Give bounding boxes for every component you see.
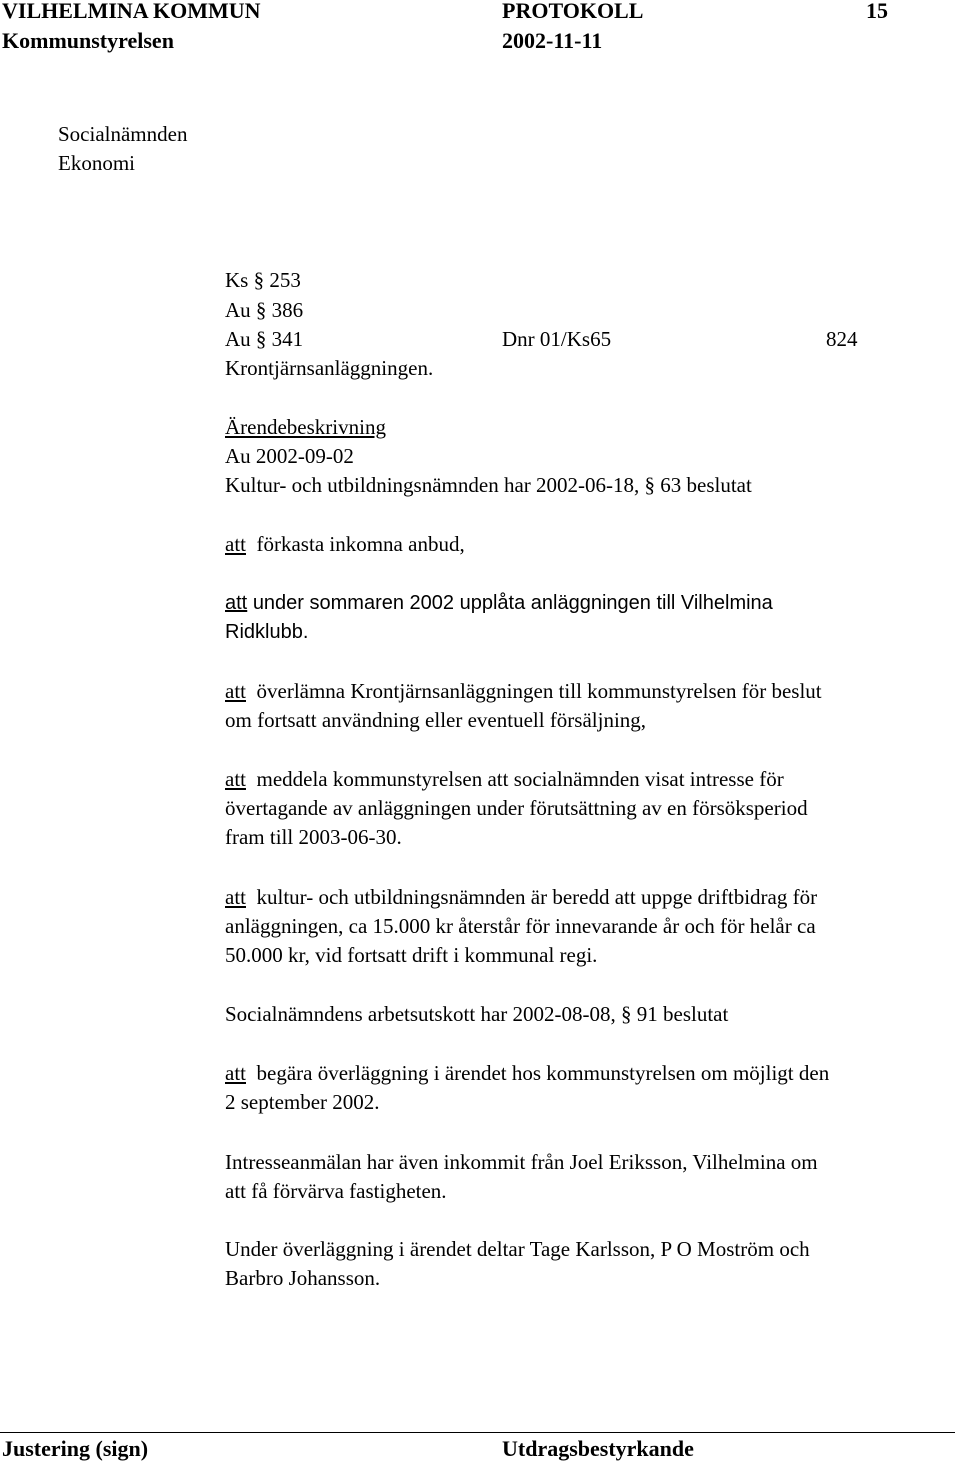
ref-au-2: Au § 341	[225, 327, 304, 351]
interest-paragraph: Intresseanmälan har även inkommit från Joel Eriksson, Vilhelmina om att få förvärva fastigheten.	[225, 1150, 818, 1203]
att-label: att	[225, 885, 246, 909]
decision-text: meddela kommunstyrelsen att socialnämnden visat intresse för	[256, 767, 784, 791]
body-name: Kommunstyrelsen	[2, 28, 174, 53]
decision-item	[225, 765, 960, 852]
signature-divider	[0, 1432, 955, 1433]
social-intro: Socialnämndens arbetsutskott har 2002-08-08, § 91 beslutat	[225, 1002, 729, 1026]
decision-text: om fortsatt användning eller eventuell försäljning,	[225, 708, 647, 732]
att-label: att	[225, 592, 248, 614]
att-label: att	[225, 1061, 246, 1085]
case-intro: Kultur- och utbildningsnämnden har 2002-06-18, § 63 beslutat	[225, 473, 752, 497]
ref-ks: Ks § 253	[225, 268, 301, 292]
recipient: Ekonomi	[58, 151, 135, 175]
social-decision	[225, 1059, 960, 1117]
recipient: Socialnämnden	[58, 122, 188, 146]
decision-item	[225, 589, 960, 647]
att-label: att	[225, 767, 246, 791]
municipality-name: VILHELMINA KOMMUN	[2, 0, 261, 23]
meeting-date: 2002-11-11	[502, 28, 603, 53]
utdrag-label: Utdragsbestyrkande	[502, 1436, 694, 1461]
decision-text: förkasta inkomna anbud,	[256, 532, 465, 556]
decision-text: begära överläggning i ärendet hos kommunstyrelsen om möjligt den	[256, 1061, 830, 1085]
case-subject: Krontjärnsanläggningen.	[225, 356, 434, 380]
decision-item	[225, 883, 960, 970]
justering-label: Justering (sign)	[2, 1436, 149, 1461]
decision-text: kultur- och utbildningsnämnden är beredd att uppge driftbidrag för	[256, 885, 818, 909]
deliberation-paragraph: Under överläggning i ärendet deltar Tage Karlsson, P O Moström och Barbro Johansson.	[225, 1237, 810, 1290]
ref-au-1: Au § 386	[225, 298, 304, 322]
decision-text: 2 september 2002.	[225, 1090, 380, 1114]
decision-text: fram till 2003-06-30.	[225, 825, 402, 849]
case-code: 824	[826, 327, 858, 351]
decision-item	[225, 530, 960, 559]
section-heading: Ärendebeskrivning	[225, 415, 386, 439]
decision-text: övertagande av anläggningen under förutsättning av en försöksperiod	[225, 796, 808, 820]
decision-text: under sommaren 2002 upplåta anläggningen till Vilhelmina	[252, 592, 773, 614]
dnr: Dnr 01/Ks65	[502, 327, 612, 351]
decision-text: 50.000 kr, vid fortsatt drift i kommunal regi.	[225, 943, 598, 967]
att-label: att	[225, 679, 246, 703]
decision-text: överlämna Krontjärnsanläggningen till kommunstyrelsen för beslut	[256, 679, 822, 703]
decision-text: Ridklubb.	[225, 621, 309, 643]
decision-text: anläggningen, ca 15.000 kr återstår för innevarande år och för helår ca	[225, 914, 816, 938]
page-number: 15	[866, 0, 888, 23]
decision-item	[225, 677, 960, 735]
att-label: att	[225, 532, 246, 556]
doc-type: PROTOKOLL	[502, 0, 644, 23]
au-date: Au 2002-09-02	[225, 444, 354, 468]
